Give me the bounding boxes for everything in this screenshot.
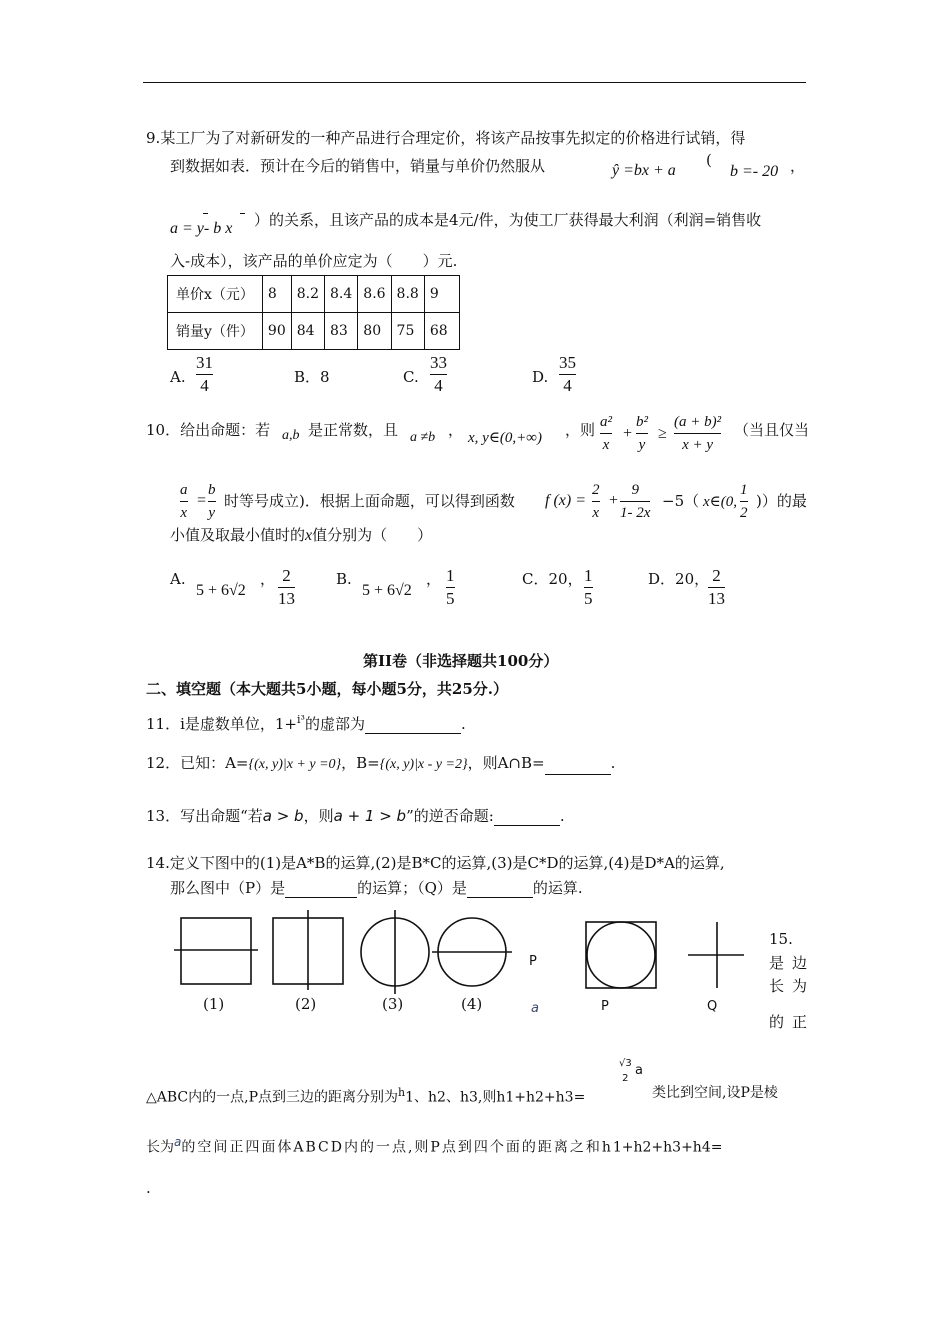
q9-line2: 到数据如表．预计在今后的销售中，销量与单价仍然服从 <box>170 157 546 175</box>
q10-frac-a-x: a x <box>180 482 188 521</box>
q9-option-b: B．8 <box>294 368 330 386</box>
q9-xbar-mark <box>240 213 245 214</box>
q9-comma: ， <box>790 157 806 175</box>
q10-option-c-fraction: 1 5 <box>584 566 593 608</box>
q15-a-variable: a <box>635 1063 643 1078</box>
q10-line3: 小值及取最小值时的x值分别为（ ） <box>170 526 433 544</box>
q10-plus2: + <box>608 492 619 509</box>
table-cell: 80 <box>358 313 391 350</box>
q10-option-b-label: B. <box>336 570 352 588</box>
figure-1-square <box>181 918 251 984</box>
table-cell: 84 <box>291 313 324 350</box>
table-row <box>168 313 460 350</box>
q12-line: 12．已知：A={(x, y)|x + y =0}，B={(x, y)|x - y =2}，则A∩B= . <box>146 753 615 775</box>
table-cell: 9 <box>424 276 459 313</box>
q9-option-c-label: C. <box>403 368 419 386</box>
q10-frac-9: 9 1- 2x <box>620 482 651 521</box>
q12-answer-blank[interactable] <box>545 758 611 775</box>
figure-p-circle <box>587 922 655 988</box>
q10-option-c-label: C．20， <box>522 570 583 588</box>
q10-option-a-expr: 5 + 6√2 <box>196 582 246 599</box>
q10-when: （当且仅当 <box>734 421 810 439</box>
figure-3-circle <box>361 918 429 986</box>
q9-option-a-label: A. <box>170 368 186 386</box>
section2-title: 二、填空题（本大题共5小题，每小题5分，共25分.） <box>146 680 508 698</box>
q9-b-value: b =- 20 <box>730 163 779 180</box>
figure-label-3: (3) <box>382 995 404 1013</box>
q9-paren: ( <box>706 151 712 169</box>
row-label-sales: 销量y（件） <box>168 313 263 350</box>
q10-option-a-label: A. <box>170 570 186 588</box>
q10-plus: + <box>622 425 633 442</box>
q10-option-b-comma: ， <box>426 570 442 588</box>
q10-option-a-fraction: 2 13 <box>278 566 295 608</box>
q10-option-b-fraction: 1 5 <box>446 566 455 608</box>
figure-label-2: (2) <box>295 995 317 1013</box>
q9-ybar-mark <box>203 213 208 214</box>
q14-p-blank[interactable] <box>285 881 357 898</box>
q10-minus5: −5（ <box>662 492 700 510</box>
q14-line2: 那么图中（P）是 的运算；（Q）是 的运算. <box>170 879 583 897</box>
q15-sqrt3-over-2: √3 2 <box>619 1058 632 1084</box>
figure-4-circle <box>438 918 506 986</box>
q9-option-d-fraction: 35 4 <box>559 353 576 395</box>
q15-line2: 长为a的空间正四面体ABCD内的一点,则P点到四个面的距离之和h1+h2+h3+h4= <box>146 1135 723 1156</box>
q9-option-a-fraction: 31 4 <box>196 353 213 395</box>
q10-option-d-fraction: 2 13 <box>708 566 725 608</box>
q15-side-1: 15. <box>769 930 793 948</box>
q10-then: ，则 <box>565 421 596 439</box>
table-cell: 8.4 <box>325 276 358 313</box>
table-cell: 83 <box>325 313 358 350</box>
q9-option-c-fraction: 33 4 <box>430 353 447 395</box>
figure-p-square <box>586 922 656 988</box>
q10-frac-half: 1 2 <box>740 482 748 521</box>
q10-option-a-comma: ， <box>260 570 276 588</box>
figure-label-1: (1) <box>203 995 225 1013</box>
q10-eq: = <box>196 492 207 509</box>
q11-line: 11．i是虚数单位，1+$^{i^3}$的虚部为 . <box>146 713 466 733</box>
q10-ab: a,b <box>282 428 300 443</box>
q10-line2a: 时等号成立)．根据上面命题，可以得到函数 <box>224 492 515 510</box>
table-cell: 8.6 <box>358 276 391 313</box>
table-cell: 90 <box>262 313 291 350</box>
q15-line1-end: 类比到空间,设P是棱 <box>652 1085 778 1101</box>
table-cell: 75 <box>391 313 424 350</box>
q10-comma1: ， <box>448 421 464 439</box>
q10-frac-b-y: b y <box>208 482 216 521</box>
q10-frac-sum: (a + b)² x + y <box>674 414 722 453</box>
figure-label-p: P <box>601 999 609 1014</box>
q10-frac-b2-y: b² y <box>636 414 648 453</box>
table-row <box>168 276 460 313</box>
q9-a-formula: a = y- b x <box>170 220 233 237</box>
q10-a-ne-b: a ≠b <box>410 430 436 445</box>
q9-line4: 入-成本），该产品的单价应定为（ ）元. <box>170 252 458 270</box>
table-cell: 8 <box>262 276 291 313</box>
q9-regression: ŷ =bx + a <box>612 162 676 179</box>
q11-answer-blank[interactable] <box>365 717 461 734</box>
q10-head: 10．给出命题：若 <box>146 421 271 439</box>
table-cell: 8.8 <box>391 276 424 313</box>
q9-price-sales-table <box>167 275 460 350</box>
q10-xdom: x∈(0, <box>703 494 738 510</box>
part2-title: 第II卷（非选择题共100分） <box>363 652 559 670</box>
q14-q-blank[interactable] <box>467 881 533 898</box>
q9-line1: 9.某工厂为了对新研发的一种产品进行合理定价，将该产品按事先拟定的价格进行试销，得 <box>146 129 746 147</box>
q10-option-d-label: D．20， <box>648 570 710 588</box>
q15-line3: . <box>146 1179 151 1197</box>
q10-frac-2-x: 2 x <box>592 482 600 521</box>
q9-option-d-label: D. <box>532 368 549 386</box>
figure-2-square <box>273 918 343 984</box>
figure-label-4: (4) <box>461 995 483 1013</box>
q15-side-2: 是边 <box>769 954 816 972</box>
figure-label-p-left: P <box>529 954 537 969</box>
table-cell: 8.2 <box>291 276 324 313</box>
q13-answer-blank[interactable] <box>494 809 560 826</box>
figure-label-q: Q <box>707 999 718 1014</box>
q10-geq: ≥ <box>658 425 667 442</box>
q13-line: 13．写出命题“若a > b，则a + 1 > b”的逆否命题: . <box>146 807 565 825</box>
q9-line3: ）的关系，且该产品的成本是4元/件，为使工厂获得最大利润（利润=销售收 <box>254 211 762 229</box>
q10-xy-domain: x, y∈(0,+∞) <box>468 430 542 446</box>
q15-side-3: 长为 <box>769 977 816 995</box>
q14-line1: 14.定义下图中的(1)是A*B的运算,(2)是B*C的运算,(3)是C*D的运算,(4)是D*A的运算, <box>146 854 725 872</box>
q10-close: )）的最 <box>756 492 807 510</box>
figure-label-a: a <box>531 1001 539 1016</box>
q10-frac-a2-x: a² x <box>600 414 612 453</box>
q10-option-b-expr: 5 + 6√2 <box>362 582 412 599</box>
table-cell: 68 <box>424 313 459 350</box>
q15-side-4: 的正 <box>769 1013 816 1031</box>
q10-is-pos: 是正常数，且 <box>308 421 399 439</box>
q15-line1: △ABC内的一点,P点到三边的距离分别为$^h$1、h2、h3,则h1+h2+h3= <box>146 1086 586 1106</box>
header-rule <box>143 82 806 83</box>
q10-fx: f (x) = <box>545 492 586 509</box>
row-label-price: 单价x（元） <box>168 276 263 313</box>
